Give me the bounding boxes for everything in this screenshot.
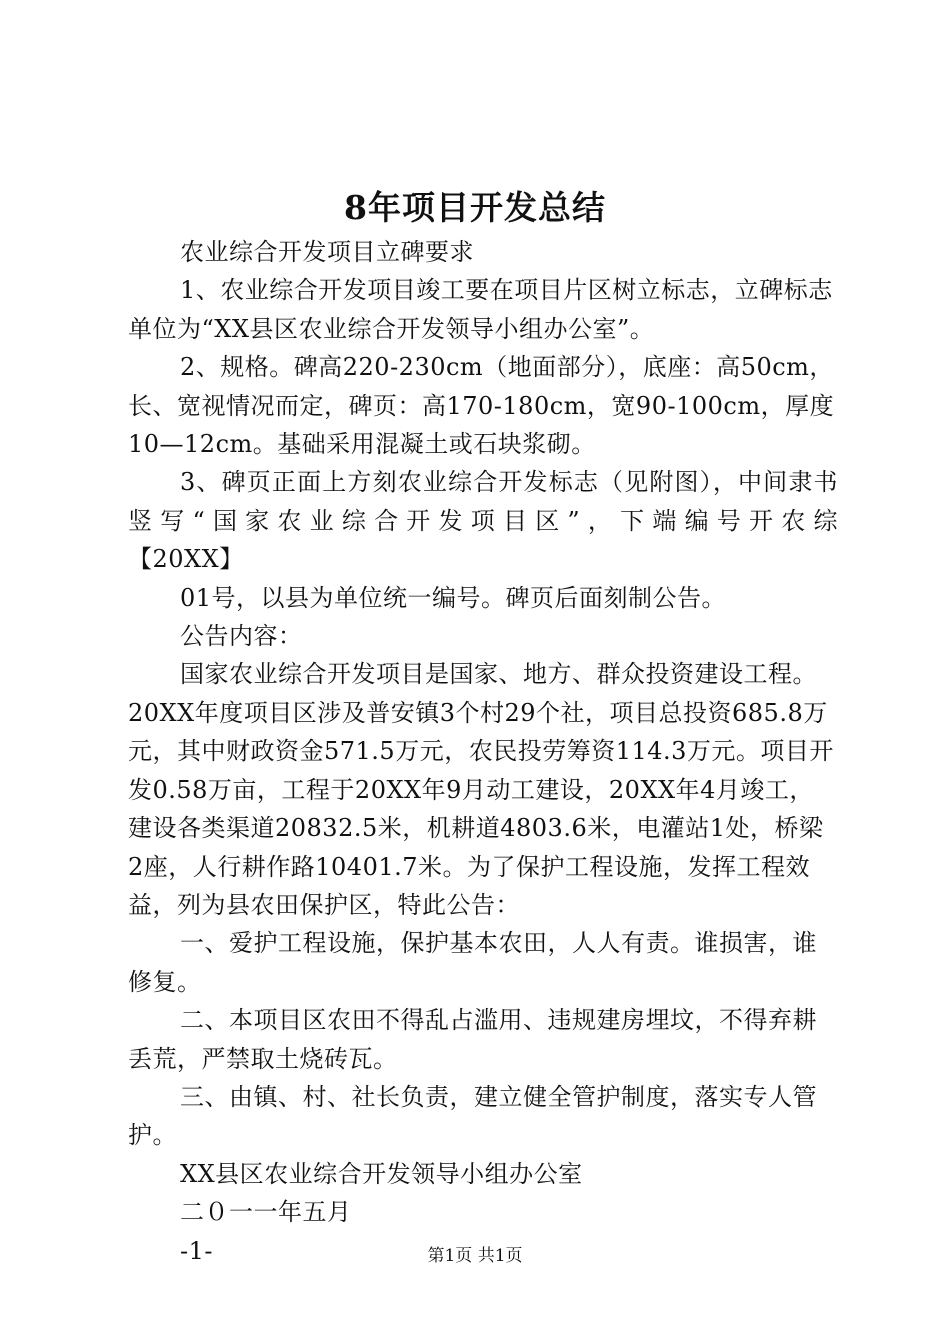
paragraph-requirement-2: 2、规格。碑高220-230cm（地面部分），底座：高50cm，长、宽视情况而定，碑页：高170-180cm，宽90-100cm，厚度10—12cm。基础采用混凝土或石块浆砌。 — [128, 353, 835, 459]
page-marker: -1- — [180, 1236, 213, 1265]
notice-heading: 公告内容： — [180, 622, 303, 651]
notice-content: 国家农业综合开发项目是国家、地方、群众投资建设工程。20XX年度项目区涉及普安镇3个村29个社，项目总投资685.8万元，其中财政资金571.5万元，农民投劳筹资114.3万元。项目开发0.58万亩，工程于20XX年9月动工建设，20XX年4月竣工，建设各类渠道20832.5米，机耕道4803.6米，电灌站1处，桥梁2座，人行耕作路10401.7米。为了保护工程设施，发挥工程效益，列为县农田保护区，特此公告： — [128, 660, 834, 919]
paragraph-requirement-3: 3、碑页正面上方刻农业综合开发标志（见附图），中间隶书竖写“国家农业综合开发项目区”，下端编号开农综 — [128, 468, 838, 535]
notice-item-3: 三、由镇、村、社长负责，建立健全管护制度，落实专人管护。 — [128, 1082, 817, 1150]
document-body — [128, 233, 838, 1270]
page-footer: 第1页 共1页 — [427, 1246, 523, 1266]
document-title: 8年项目开发总结 — [344, 188, 606, 227]
signature-date: 二０一一年五月 — [180, 1198, 352, 1227]
section-heading: 农业综合开发项目立碑要求 — [180, 238, 474, 266]
paragraph-code: 【20XX】 — [128, 545, 244, 574]
paragraph-requirement-1: 1、农业综合开发项目竣工要在项目片区树立标志，立碑标志单位为“XX县区农业综合开发领导小组办公室”。 — [128, 276, 833, 343]
notice-item-2: 二、本项目区农田不得乱占滥用、违规建房埋坟，不得弃耕丢荒，严禁取土烧砖瓦。 — [128, 1006, 817, 1073]
signature-office: XX县区农业综合开发领导小组办公室 — [180, 1159, 583, 1188]
paragraph-numbering: 01号，以县为单位统一编号。碑页后面刻制公告。 — [180, 583, 727, 612]
notice-item-1: 一、爱护工程设施，保护基本农田，人人有责。谁损害，谁修复。 — [128, 929, 817, 996]
